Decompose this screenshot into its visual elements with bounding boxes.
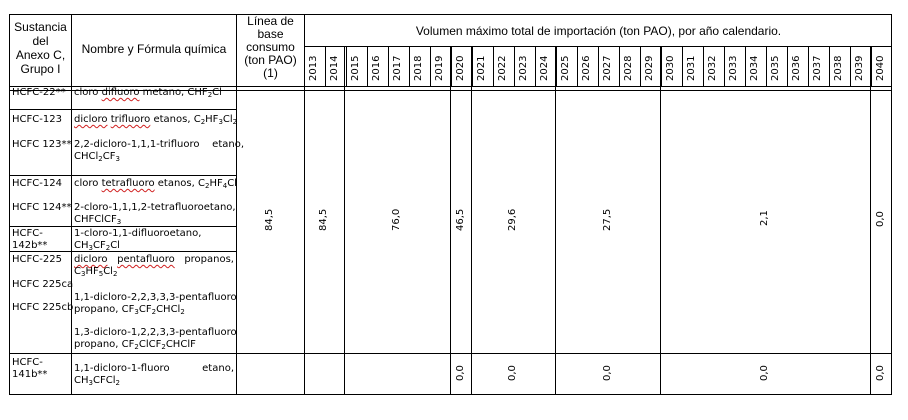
baseline-value: 84,5 [264, 208, 275, 231]
year-label: 2020 [455, 55, 466, 81]
substance-formula: $CH_3CFCl_2$ [74, 375, 120, 387]
header-name: Nombre y Fórmula química [81, 42, 227, 56]
value-141b-2040: 0,0 [875, 365, 886, 381]
year-label: 2027 [602, 55, 613, 81]
substance-name: 1,3-dicloro-1,2,2,3,3-pentafluoro [74, 327, 237, 338]
substance-code: HCFC- 142b** [12, 228, 48, 251]
year-label: 2040 [875, 55, 886, 81]
substance-code: HCFC 225cb [12, 302, 74, 313]
substance-formula: $CHCl_2CF_3$ [74, 151, 120, 163]
year-label: 2038 [833, 55, 844, 81]
year-label: 2035 [770, 55, 781, 81]
year-label: 2036 [791, 55, 802, 81]
substance-name: dicloro pentafluoro propanos, [74, 254, 234, 265]
year-label: 2039 [854, 55, 865, 81]
substance-code: HCFC 123** [12, 139, 72, 150]
substance-code: HCFC-124 [12, 178, 62, 189]
year-label: 2031 [686, 55, 697, 81]
value-2021-2024: 29,6 [507, 208, 518, 231]
header-substance: Sustancia del Anexo C, Grupo I [14, 20, 67, 76]
header-baseline: Línea de base consumo (ton PAO) (1) [244, 14, 297, 80]
value-2020: 46,5 [455, 208, 466, 231]
year-label: 2029 [644, 55, 655, 81]
substance-name: 1,1-dicloro-1-fluoro etano, [74, 363, 234, 374]
substance-name: 1,1-dicloro-2,2,3,3,3-pentafluoro [74, 292, 237, 303]
value-2025-2029: 27,5 [602, 208, 613, 231]
substance-code: HCFC 225ca [12, 279, 74, 290]
header-volume: Volumen máximo total de importación (ton PAO), por año calendario. [415, 24, 782, 38]
substance-code: HCFC 124** [12, 202, 72, 213]
value-141b-2025-2029: 0,0 [602, 365, 613, 381]
substance-name: cloro tetrafluoro etanos, $C_2HF_4Cl$ [74, 178, 237, 190]
value-2015-2019: 76,0 [391, 208, 402, 231]
year-label: 2017 [392, 55, 403, 81]
substance-code: HCFC-123 [12, 114, 62, 125]
year-label: 2032 [707, 55, 718, 81]
value-2013-2014: 84,5 [318, 208, 329, 231]
year-label: 2034 [749, 55, 760, 81]
year-label: 2015 [350, 55, 361, 81]
year-label: 2023 [518, 55, 529, 81]
substance-name: 2,2-dicloro-1,1,1-trifluoro etano, [74, 139, 245, 150]
year-label: 2028 [623, 55, 634, 81]
substance-formula: CHFClCF$_3$ [74, 214, 122, 226]
year-label: 2037 [812, 55, 823, 81]
substance-code: HCFC-225 [12, 254, 62, 265]
value-2040: 0,0 [875, 211, 886, 227]
substance-code: HCFC-22** [12, 87, 66, 98]
substance-name: cloro difluoro metano, $CHF_2Cl$ [74, 87, 222, 99]
year-label: 2016 [371, 55, 382, 81]
substance-formula: $C_3HF_5Cl_2$ [74, 266, 118, 278]
substance-name: dicloro trifluoro etanos, $C_2HF_3Cl_2$ [74, 114, 238, 126]
value-141b-2030-2039: 0,0 [759, 365, 770, 381]
value-141b-2020: 0,0 [455, 365, 466, 381]
year-label: 2024 [539, 55, 550, 81]
value-141b-2021-2024: 0,0 [507, 365, 518, 381]
year-label: 2025 [560, 55, 571, 81]
substance-name: 2-cloro-1,1,1,2-tetrafluoroetano, [74, 202, 236, 213]
year-label: 2019 [434, 55, 445, 81]
substance-code: HCFC- 141b** [12, 357, 48, 380]
year-label: 2014 [329, 55, 340, 81]
year-label: 2022 [497, 55, 508, 81]
year-label: 2013 [308, 55, 319, 81]
year-label: 2030 [665, 55, 676, 81]
year-label: 2026 [581, 55, 592, 81]
substance-formula: $CH_3CF_2Cl$ [74, 240, 120, 252]
value-2030-2039: 2,1 [759, 210, 770, 226]
year-label: 2018 [413, 55, 424, 81]
year-label: 2021 [476, 55, 487, 81]
year-label: 2033 [728, 55, 739, 81]
substance-name: 1-cloro-1,1-difluoroetano, [74, 228, 202, 239]
substance-formula: propano, $CF_3CF_2CHCl_2$ [74, 304, 185, 316]
substance-formula: propano, $CF_2ClCF_2CHClF$ [74, 339, 196, 351]
